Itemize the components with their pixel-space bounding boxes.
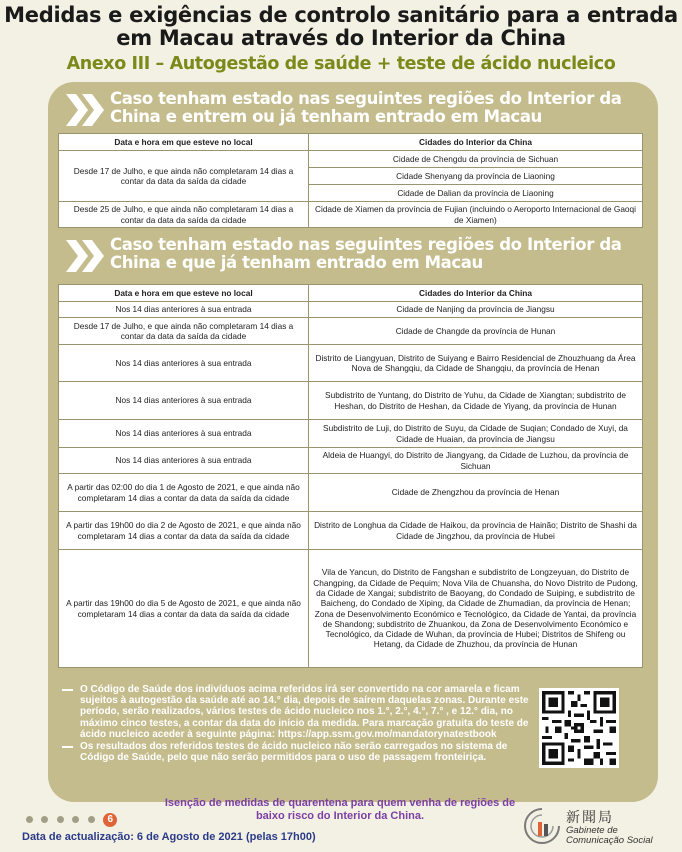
date-cell: Nos 14 dias anteriores à sua entrada xyxy=(59,345,309,382)
date-cell: Nos 14 dias anteriores à sua entrada xyxy=(59,382,309,420)
date-cell: Desde 17 de Julho, e que ainda não completaram 14 dias a contar da data da saída da cidade xyxy=(59,318,309,345)
table-row xyxy=(59,512,643,550)
city-cell: Cidade de Zhengzhou da província de Henan xyxy=(309,474,643,512)
city-cell: Subdistrito de Yuntang, do Distrito de Yuhu, da Cidade de Xiangtan; subdistrito de Heshan, do Distrito de Heshan, da Cidade de Yiyang, da província de Hunan xyxy=(309,382,643,420)
section-2-heading: Caso tenham estado nas seguintes regiões do Interior da China e que já tenham entrado em Macau xyxy=(110,235,622,272)
table-row xyxy=(59,420,643,448)
city-cell: Subdistrito de Luji, do Distrito de Suyu, da Cidade de Suqian; Condado de Xuyi, da Cidade de Huaian, da província de Jiangsu xyxy=(309,420,643,448)
table-header-cities: Cidades do Interior da China xyxy=(309,134,643,151)
note-item xyxy=(60,741,530,763)
city-cell: Cidade de Chengdu da província de Sichuan xyxy=(309,151,643,168)
table-row xyxy=(59,550,643,668)
notes xyxy=(60,684,530,764)
city-cell: Cidade Shenyang da província de Liaoning xyxy=(309,168,643,185)
table-row xyxy=(59,345,643,382)
date-cell: A partir das 19h00 do dia 2 de Agosto de 2021, e que ainda não completaram 14 dias a contar da data da saída da cidade xyxy=(59,512,309,550)
qr-code-icon[interactable] xyxy=(539,688,619,768)
footer-note: Isenção de medidas de quarentena para quem venha de regiões de baixo risco do Interior da China. xyxy=(164,797,516,822)
table-header-date: Data e hora em que esteve no local xyxy=(59,134,309,151)
table-header-cities: Cidades do Interior da China xyxy=(309,285,643,302)
city-cell: Distrito de Liangyuan, Distrito de Suiyang e Bairro Residencial de Zhouzhuang da Área Nova de Shangqiu, da Cidade de Shangqiu, da província de Henan xyxy=(309,345,643,382)
table-header-date: Data e hora em que esteve no local xyxy=(59,285,309,302)
logo-portuguese-text: Gabinete de Comunicação Social xyxy=(566,825,653,846)
city-cell: Distrito de Longhua da Cidade de Haikou, da província de Hainão; Distrito de Shashi da Cidade de Jingzhou, da província de Hubei xyxy=(309,512,643,550)
note-item xyxy=(60,684,530,740)
city-cell: Vila de Yancun, do Distrito de Fangshan e subdistrito de Longzeyuan, do Distrito de Changping, da Cidade de Pequim; Nova Vila de Chuansha, do Novo Distrito de Pudong, da Cidade de Xangai; subdistrito de Baoyang, do Condado de Suiping, e subdistrito de Baicheng, do Condado de Xiping, da Cidade de Zhumadian, da província de Henan; Zona de Desenvolvimento Económico e Tecnológico, da Cidade de Yantai, da província de Shandong; subdistrito de Zhuankou, da Zona de Desenvolvimento Económico e Tecnológico, da Cidade de Wuhan, da província de Hubei; Distritos de Shifeng ou Hetang, da Cidade de Zhuzhou, da província de Hunan xyxy=(309,550,643,668)
date-cell: A partir das 19h00 do dia 5 de Agosto de 2021, e que ainda não completaram 14 dias a contar da data da saída da cidade xyxy=(59,550,309,668)
page-dot[interactable] xyxy=(41,816,48,823)
table-section-1 xyxy=(58,133,643,228)
table-row xyxy=(59,302,643,318)
page-subtitle: Anexo III – Autogestão de saúde + teste de ácido nucleico xyxy=(66,54,616,74)
city-cell: Cidade de Changde da província de Hunan xyxy=(309,318,643,345)
table-row xyxy=(59,318,643,345)
date-cell: Nos 14 dias anteriores à sua entrada xyxy=(59,448,309,474)
note-text: O Código de Saúde dos indivíduos acima referidos irá ser convertido na cor amarela e ficam sujeitos à autogestão da saúde até ao 14.° dia, depois de saírem daquelas zonas. Durante este período, serão realizados, vários testes de ácido nucleico nos 1.°, 2.°, 4.°, 7.° , e 12.° dia, no máximo cinco testes, a contar da data do início da medida. Para marcação gratuita do teste de ácido nucleico aceder à seguinte página: https://app.ssm.gov.mo/mandatorynatestbook xyxy=(80,684,529,740)
city-cell: Cidade de Nanjing da província de Jiangsu xyxy=(309,302,643,318)
gcs-logo-icon xyxy=(521,805,563,847)
current-page-indicator: 6 xyxy=(103,813,117,827)
date-cell: Desde 17 de Julho, e que ainda não completaram 14 dias a contar da data da saída da cidade xyxy=(59,151,309,202)
table-section-2 xyxy=(58,284,643,668)
double-chevron-icon xyxy=(64,238,106,274)
dash-bullet-icon xyxy=(62,689,73,691)
date-cell: Nos 14 dias anteriores à sua entrada xyxy=(59,302,309,318)
logo-chinese-text: 新聞局 xyxy=(566,810,614,826)
page-dot[interactable] xyxy=(26,816,33,823)
city-cell: Cidade de Dalian da província de Liaoning xyxy=(309,185,643,202)
table-row xyxy=(59,448,643,474)
note-text: Os resultados dos referidos testes de ácido nucleico não serão carregados no sistema de Código de Saúde, pelo que não serão permitidos para o uso de passagem fronteiriça. xyxy=(80,741,508,764)
date-cell: Nos 14 dias anteriores à sua entrada xyxy=(59,420,309,448)
section-1-heading: Caso tenham estado nas seguintes regiões do Interior da China e entrem ou já tenham entrado em Macau xyxy=(110,89,622,126)
city-cell: Cidade de Xiamen da província de Fujian (incluindo o Aeroporto Internacional de Gaoqi de Xiamen) xyxy=(309,202,643,228)
section-2-header xyxy=(64,236,624,278)
date-cell: A partir das 02:00 do dia 1 de Agosto de 2021, e que ainda não completaram 14 dias a contar da data da saída da cidade xyxy=(59,474,309,512)
page-dot[interactable] xyxy=(72,816,79,823)
dash-bullet-icon xyxy=(62,746,73,748)
page-dot[interactable] xyxy=(57,816,64,823)
double-chevron-icon xyxy=(64,92,106,128)
date-cell: Desde 25 de Julho, e que ainda não completaram 14 dias a contar da data da saída da cidade xyxy=(59,202,309,228)
page-title: Medidas e exigências de controlo sanitário para a entrada em Macau através do Interior da China xyxy=(4,3,678,50)
city-cell: Aldeia de Huangyi, do Distrito de Jiangyang, da Cidade de Luzhou, da província de Sichuan xyxy=(309,448,643,474)
table-row xyxy=(59,151,643,168)
table-row xyxy=(59,202,643,228)
pagination xyxy=(26,811,117,825)
table-row xyxy=(59,474,643,512)
page-dot[interactable] xyxy=(88,816,95,823)
table-row xyxy=(59,382,643,420)
section-1-header xyxy=(64,90,624,132)
update-date: Data de actualização: 6 de Agosto de 2021 (pelas 17h00) xyxy=(22,831,316,843)
